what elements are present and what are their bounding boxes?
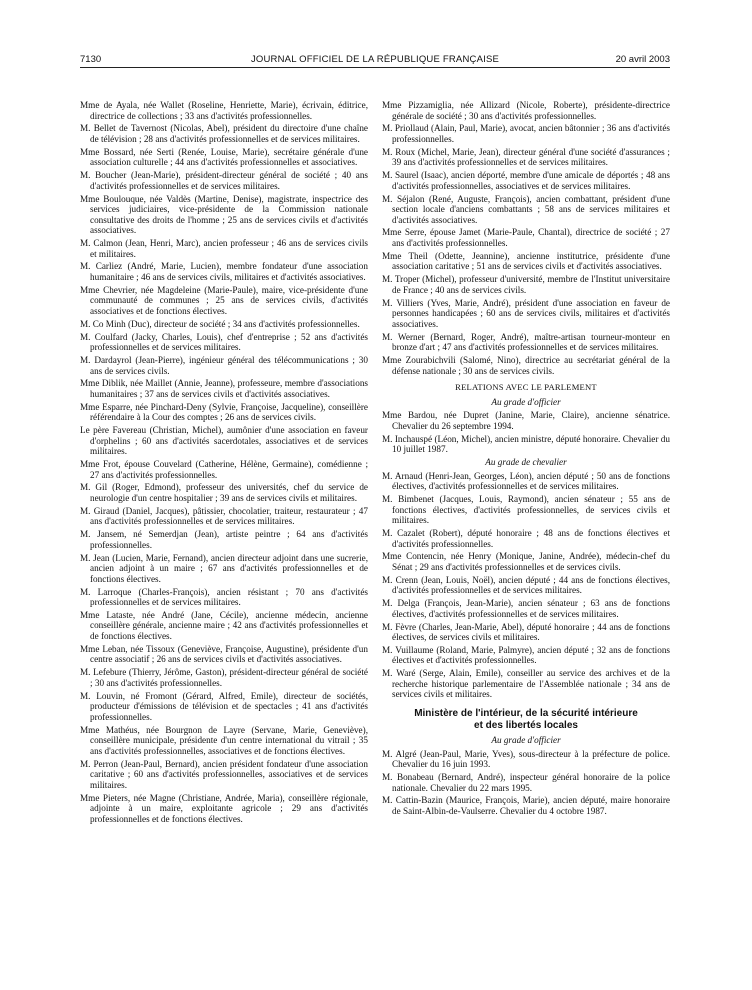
list-item: Mme Diblik, née Maillet (Annie, Jeanne), professeure, membre d'associations humanitaires ; 37 ans de services civils et d'activités associatives.	[80, 378, 368, 399]
list-item: M. Waré (Serge, Alain, Emile), conseiller au service des archives et de la recherche historique parlementaire de l'Assemblée nationale ; 34 ans de services civils et militaires.	[382, 668, 670, 700]
list-item: M. Troper (Michel), professeur d'université, membre de l'Institut universitaire de France ; 40 ans de services civils.	[382, 274, 670, 295]
left-column	[80, 100, 368, 826]
list-item: M. Delga (François, Jean-Marie), ancien sénateur ; 63 ans de fonctions électives, d'activités professionnelles et de services militaires.	[382, 598, 670, 619]
list-item: M. Crenn (Jean, Louis, Noël), ancien député ; 44 ans de fonctions électives, d'activités professionnelles et de services militaires.	[382, 574, 670, 596]
list-item: M. Lefebure (Thierry, Jérôme, Gaston), président-directeur général de société ; 30 ans d'activités professionnelles.	[80, 667, 368, 688]
list-item: M. Coulfard (Jacky, Charles, Louis), chef d'entreprise ; 52 ans d'activités professionnelles et de services militaires.	[80, 331, 368, 353]
grade-heading: Au grade de chevalier	[485, 457, 567, 468]
list-item: M. Inchauspé (Léon, Michel), ancien ministre, député honoraire. Chevalier du 10 juillet 1987.	[382, 433, 670, 455]
list-item: M. Arnaud (Henri-Jean, Georges, Léon), ancien député ; 50 ans de fonctions électives, d'activités professionnelles et de services militaires.	[382, 470, 670, 492]
list-item: M. Cazalet (Robert), député honoraire ; 48 ans de fonctions électives et d'activités professionnelles.	[382, 528, 670, 549]
list-item: M. Villiers (Yves, Marie, André), président d'une association en faveur de personnes handicapées ; 60 ans de services civils, militaires et d'activités associatives.	[382, 297, 670, 329]
list-item: M. Louvin, né Fromont (Gérard, Alfred, Emile), directeur de sociétés, producteur d'émissions de télévision et de spectacles ; 41 ans d'activités professionnelles.	[80, 690, 368, 722]
list-item: M. Carliez (André, Marie, Lucien), membre fondateur d'une association humanitaire ; 46 ans de services civils, militaires et d'activités associatives.	[80, 261, 368, 283]
list-item: Mme Pizzamiglia, née Allizard (Nicole, Roberte), présidente-directrice générale de société ; 30 ans d'activités professionnelles.	[382, 100, 670, 121]
list-item: M. Co Minh (Duc), directeur de société ; 34 ans d'activités professionnelles.	[80, 318, 360, 329]
list-item: Mme Serre, épouse Jamet (Marie-Paule, Chantal), directrice de société ; 27 ans d'activités professionnelles.	[382, 227, 670, 249]
list-item: M. Dardayrol (Jean-Pierre), ingénieur général des télécommunications ; 30 ans de services civils.	[80, 354, 368, 376]
list-item: Mme Bardou, née Dupret (Janine, Marie, Claire), ancienne sénatrice. Chevalier du 26 septembre 1994.	[382, 410, 670, 431]
issue-date: 20 avril 2003	[615, 54, 670, 65]
list-item: M. Jean (Lucien, Marie, Fernand), ancien directeur adjoint dans une sucrerie, ancien adjoint à un maire ; 67 ans d'activités professionnelles et de fonctions électives.	[80, 552, 368, 584]
list-item: Mme Zourabichvili (Salomé, Nino), directrice au secrétariat général de la défense nationale ; 30 ans de services civils.	[382, 354, 670, 376]
list-item: Mme Lataste, née André (Jane, Cécile), ancienne médecin, ancienne conseillère générale, ancienne maire ; 42 ans d'activités professionnelles et de fonctions électives.	[80, 609, 368, 642]
list-item: M. Jansem, né Semerdjan (Jean), artiste peintre ; 64 ans d'activités professionnelles.	[80, 529, 368, 550]
list-item: M. Bimbenet (Jacques, Louis, Raymond), ancien sénateur ; 55 ans de fonctions électives, d'activités professionnelles, de services civils et militaires.	[382, 494, 670, 526]
list-item: M. Werner (Bernard, Roger, André), maître-artisan tourneur-monteur en bronze d'art ; 47 ans d'activités professionnelles et de services militaires.	[382, 331, 670, 353]
ministry-heading-line-1: Ministère de l'intérieur, de la sécurité intérieure	[414, 708, 638, 720]
list-item: M. Gil (Roger, Edmond), professeur des universités, chef du service de neurologie d'un centre hospitalier ; 39 ans de services civils et militaires.	[80, 482, 368, 503]
list-item: M. Larroque (Charles-François), ancien résistant ; 70 ans d'activités professionnelles et de services militaires.	[80, 586, 368, 608]
header-rule	[80, 67, 670, 68]
list-item: M. Giraud (Daniel, Jacques), pâtissier, chocolatier, traiteur, restaurateur ; 47 ans d'activités professionnelles et de services militaires.	[80, 505, 368, 527]
list-item: Mme Theil (Odette, Jeannine), ancienne institutrice, présidente d'une association caritative ; 51 ans de services civils et d'activités associatives.	[382, 250, 670, 272]
page-header	[80, 54, 670, 68]
list-item: M. Vuillaume (Roland, Marie, Palmyre), ancien député ; 32 ans de fonctions électives et d'activités professionnelles.	[382, 644, 670, 666]
ministry-heading	[382, 708, 670, 731]
list-item: Mme Bossard, née Serti (Renée, Louise, Marie), secrétaire générale d'une association culturelle ; 44 ans d'activités professionnelles et associatives.	[80, 146, 368, 168]
list-item: Mme Contencin, née Henry (Monique, Janine, Andrée), médecin-chef du Sénat ; 29 ans d'activités professionnelles et de services civils.	[382, 551, 670, 572]
list-item: Mme Boulouque, née Valdès (Martine, Denise), magistrate, inspectrice des services judiciaires, vice-présidente de la Commission nationale consultative des droits de l'homme ; 25 ans de services civils et d'activités associatives.	[80, 193, 368, 236]
grade-heading: Au grade d'officier	[491, 396, 561, 407]
list-item: M. Séjalon (René, Auguste, François), ancien combattant, président d'une section locale d'anciens combattants ; 58 ans de services militaires et d'activités associatives.	[382, 193, 670, 225]
list-item: M. Algré (Jean-Paul, Marie, Yves), sous-directeur à la préfecture de police. Chevalier du 16 juin 1993.	[382, 748, 670, 770]
page-number: 7130	[80, 54, 102, 65]
list-item: M. Roux (Michel, Marie, Jean), directeur général d'une société d'assurances ; 39 ans d'activités professionnelles et de services militaires.	[382, 146, 670, 168]
list-item: Le père Favereau (Christian, Michel), aumônier d'une association en faveur d'orphelins ; 60 ans d'activités sacerdotales, associatives et de services militaires.	[80, 425, 368, 457]
list-item: M. Calmon (Jean, Henri, Marc), ancien professeur ; 46 ans de services civils et militaires.	[80, 238, 368, 259]
list-item: Mme Frot, épouse Couvelard (Catherine, Hélène, Germaine), comédienne ; 27 ans d'activités professionnelles.	[80, 459, 368, 480]
list-item: Mme de Ayala, née Wallet (Roseline, Henriette, Marie), écrivain, éditrice, directrice de collections ; 33 ans d'activités professionnelles.	[80, 100, 368, 121]
list-item: M. Bonabeau (Bernard, André), inspecteur général honoraire de la police nationale. Chevalier du 22 mars 1995.	[382, 772, 670, 793]
grade-heading: Au grade d'officier	[491, 735, 561, 746]
right-column	[382, 100, 670, 819]
list-item: M. Cattin-Bazin (Maurice, François, Marie), ancien député, maire honoraire de Saint-Albin-de-Vaulserre. Chevalier du 4 octobre 1987.	[382, 795, 670, 816]
list-item: M. Bellet de Tavernost (Nicolas, Abel), président du directoire d'une chaîne de télévision ; 28 ans d'activités professionnelles et de services militaires.	[80, 123, 368, 144]
list-item: Mme Chevrier, née Magdeleine (Marie-Paule), maire, vice-présidente d'une communauté de communes ; 25 ans de services civils, d'activités associatives et de fonctions électives.	[80, 284, 368, 316]
ministry-heading-line-2: et des libertés locales	[474, 719, 578, 731]
list-item: M. Saurel (Isaac), ancien déporté, membre d'une amicale de déportés ; 48 ans d'activités professionnelles, associatives et de services militaires.	[382, 170, 670, 191]
list-item: Mme Pieters, née Magne (Christiane, Andrée, Maria), conseillère régionale, adjointe à un maire, exploitante agricole ; 29 ans d'activités professionnelles et de fonctions électives.	[80, 792, 368, 824]
list-item: M. Boucher (Jean-Marie), président-directeur général de société ; 40 ans d'activités professionnelles et de services militaires.	[80, 170, 368, 191]
section-heading: RELATIONS AVEC LE PARLEMENT	[455, 382, 597, 393]
list-item: M. Priollaud (Alain, Paul, Marie), avocat, ancien bâtonnier ; 36 ans d'activités professionnelles.	[382, 123, 670, 144]
list-item: Mme Leban, née Tissoux (Geneviève, Françoise, Augustine), présidente d'un centre associatif ; 26 ans de services civils et d'activités associatives.	[80, 643, 368, 665]
list-item: M. Fèvre (Charles, Jean-Marie, Abel), député honoraire ; 44 ans de fonctions électives, de services civils et militaires.	[382, 621, 670, 643]
journal-title: JOURNAL OFFICIEL DE LA RÉPUBLIQUE FRANÇAISE	[250, 54, 500, 65]
list-item: Mme Mathéus, née Bourgnon de Layre (Servane, Marie, Geneviève), conseillère municipale, présidente d'un centre international du vitrail ; 35 ans d'activités professionnelles, associatives et de fonctions électives.	[80, 724, 368, 756]
list-item: Mme Esparre, née Pinchard-Deny (Sylvie, Françoise, Jacqueline), conseillère référendaire à la Cour des comptes ; 26 ans de services civils.	[80, 401, 368, 423]
list-item: M. Perron (Jean-Paul, Bernard), ancien président fondateur d'une association caritative ; 60 ans d'activités professionnelles, associatives et de services militaires.	[80, 758, 368, 790]
